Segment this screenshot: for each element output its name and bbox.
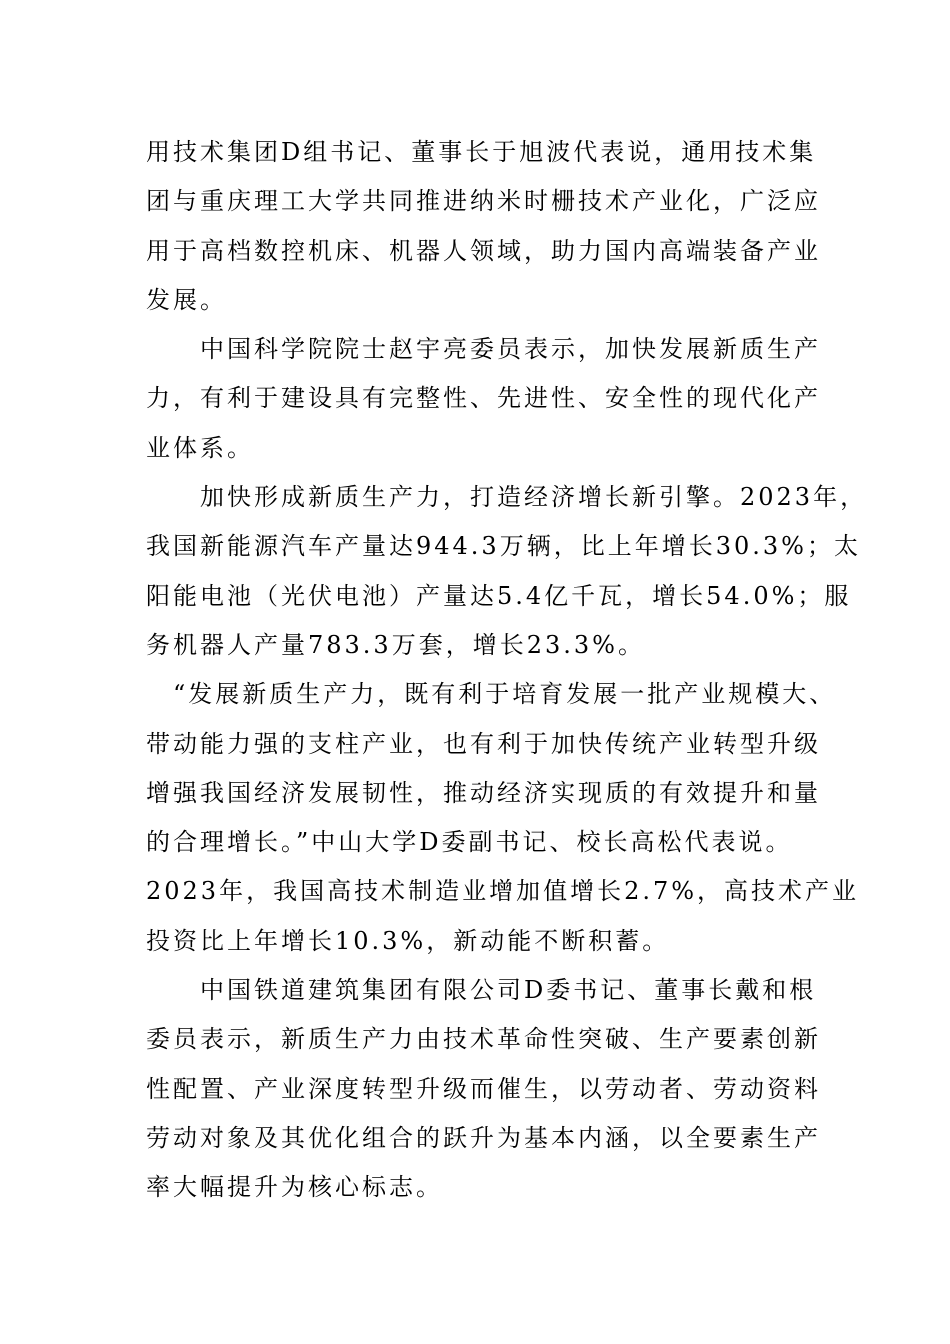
text-line: 的合理增长。”中山大学D委副书记、校长高松代表说。 <box>146 828 793 857</box>
text-line: 增强我国经济发展韧性，推动经济实现质的有效提升和量 <box>146 778 821 807</box>
text-line: 率大幅提升为核心标志。 <box>146 1173 443 1202</box>
text-line: 中国铁道建筑集团有限公司D委书记、董事长戴和根 <box>146 976 817 1005</box>
text-line: 阳能电池（光伏电池）产量达5.4亿千瓦，增长54.0%；服 <box>146 581 852 610</box>
text-line: 务机器人产量783.3万套，增长23.3%。 <box>146 630 645 659</box>
text-line: 中国科学院院士赵宇亮委员表示，加快发展新质生产 <box>146 335 821 364</box>
text-line: 发展。 <box>146 285 227 314</box>
text-line: 力，有利于建设具有完整性、先进性、安全性的现代化产 <box>146 384 821 413</box>
text-line: 我国新能源汽车产量达944.3万辆，比上年增长30.3%；太 <box>146 532 861 561</box>
text-line: 用技术集团D组书记、董事长于旭波代表说，通用技术集 <box>146 138 817 166</box>
text-line: 团与重庆理工大学共同推进纳米时栅技术产业化，广泛应 <box>146 187 821 216</box>
text-line: 投资比上年增长10.3%，新动能不断积蓄。 <box>146 926 670 955</box>
text-line: 委员表示，新质生产力由技术革命性突破、生产要素创新 <box>146 1025 821 1054</box>
text-line: 用于高档数控机床、机器人领域，助力国内高端装备产业 <box>146 236 821 265</box>
text-line: 加快形成新质生产力，打造经济增长新引擎。2023年， <box>146 483 868 512</box>
document-body <box>146 128 868 1213</box>
text-line: 劳动对象及其优化组合的跃升为基本内涵，以全要素生产 <box>146 1123 821 1152</box>
text-line: 2023年，我国高技术制造业增加值增长2.7%，高技术产业 <box>146 877 860 906</box>
text-line: 业体系。 <box>146 433 254 462</box>
text-line: 带动能力强的支柱产业，也有利于加快传统产业转型升级 <box>146 729 821 758</box>
text-line: 性配置、产业深度转型升级而催生，以劳动者、劳动资料 <box>146 1074 821 1103</box>
text-line: “发展新质生产力，既有利于培育发展一批产业规模大、 <box>146 680 837 709</box>
